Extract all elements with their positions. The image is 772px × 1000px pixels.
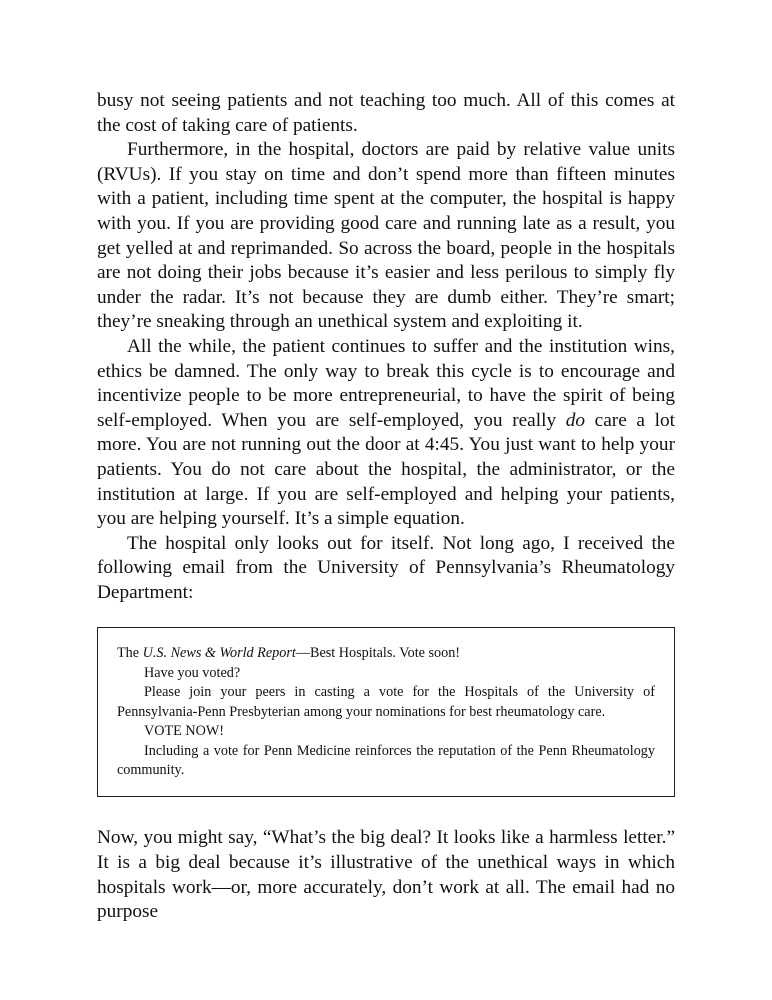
body-text-after-email [97, 826, 675, 924]
italic-text: do [565, 409, 586, 431]
paragraph-4 [97, 532, 675, 606]
italic-text: U.S. News & World Report [142, 645, 296, 662]
paragraph-1 [97, 89, 675, 138]
email-line-2 [117, 664, 655, 683]
email-line-1 [117, 644, 655, 663]
text-run: Including a vote for Penn Medicine reinforces the reputation of the Penn Rheumatology community. [117, 742, 655, 778]
text-run: Please join your peers in casting a vote for the Hospitals of the University of Pennsylvania-Penn Presbyterian among your nominations for best rheumatology care. [117, 684, 655, 720]
text-run: Have you voted? [144, 664, 241, 681]
quoted-email-box [97, 627, 675, 797]
email-line-5 [117, 742, 655, 781]
text-run: VOTE NOW! [144, 723, 224, 740]
paragraph-after-1 [97, 826, 675, 924]
paragraph-3 [97, 335, 675, 532]
body-text-before-email [97, 89, 675, 605]
text-run: Now, you might say, “What’s the big deal? It looks like a harmless letter.” It is a big deal because it’s illustrative of the unethical ways in which hospitals work—or, more accurately, don’t work at all. The email had no purpose [97, 827, 675, 923]
text-run: Furthermore, in the hospital, doctors are paid by relative value units (RVUs). If you stay on time and don’t spend more than fifteen minutes with a patient, including time spent at the computer, the hospital is happy with you. If you are providing good care and running late as a result, you get yelled at and reprimanded. So across the board, people in the hospitals are not doing their jobs because it’s easier and less perilous to simply fly under the radar. It’s not because they are dumb either. They’re smart; they’re sneaking through an unethical system and exploiting it. [97, 139, 675, 333]
paragraph-2 [97, 138, 675, 335]
text-run: care a lot more. You are not running out the door at 4:45. You just want to help your patients. You do not care about the hospital, the administrator, or the institution at large. If you are self-employed and helping your patients, you are helping yourself. It’s a simple equation. [97, 409, 675, 530]
email-line-4 [117, 722, 655, 741]
text-run: The [117, 645, 143, 662]
text-run: busy not seeing patients and not teaching too much. All of this comes at the cost of taking care of patients. [97, 90, 675, 136]
text-run: The hospital only looks out for itself. Not long ago, I received the following email from the University of Pennsylvania’s Rheumatology Department: [97, 532, 675, 603]
email-line-3 [117, 683, 655, 722]
text-run: —Best Hospitals. Vote soon! [295, 645, 461, 662]
book-page [97, 89, 675, 925]
text-run: All the while, the patient continues to suffer and the institution wins, ethics be damned. The only way to break this cycle is to encourage and incentivize people to be more entrepreneurial, to have the spirit of being self-employed. When you are self-employed, you really [97, 335, 675, 431]
